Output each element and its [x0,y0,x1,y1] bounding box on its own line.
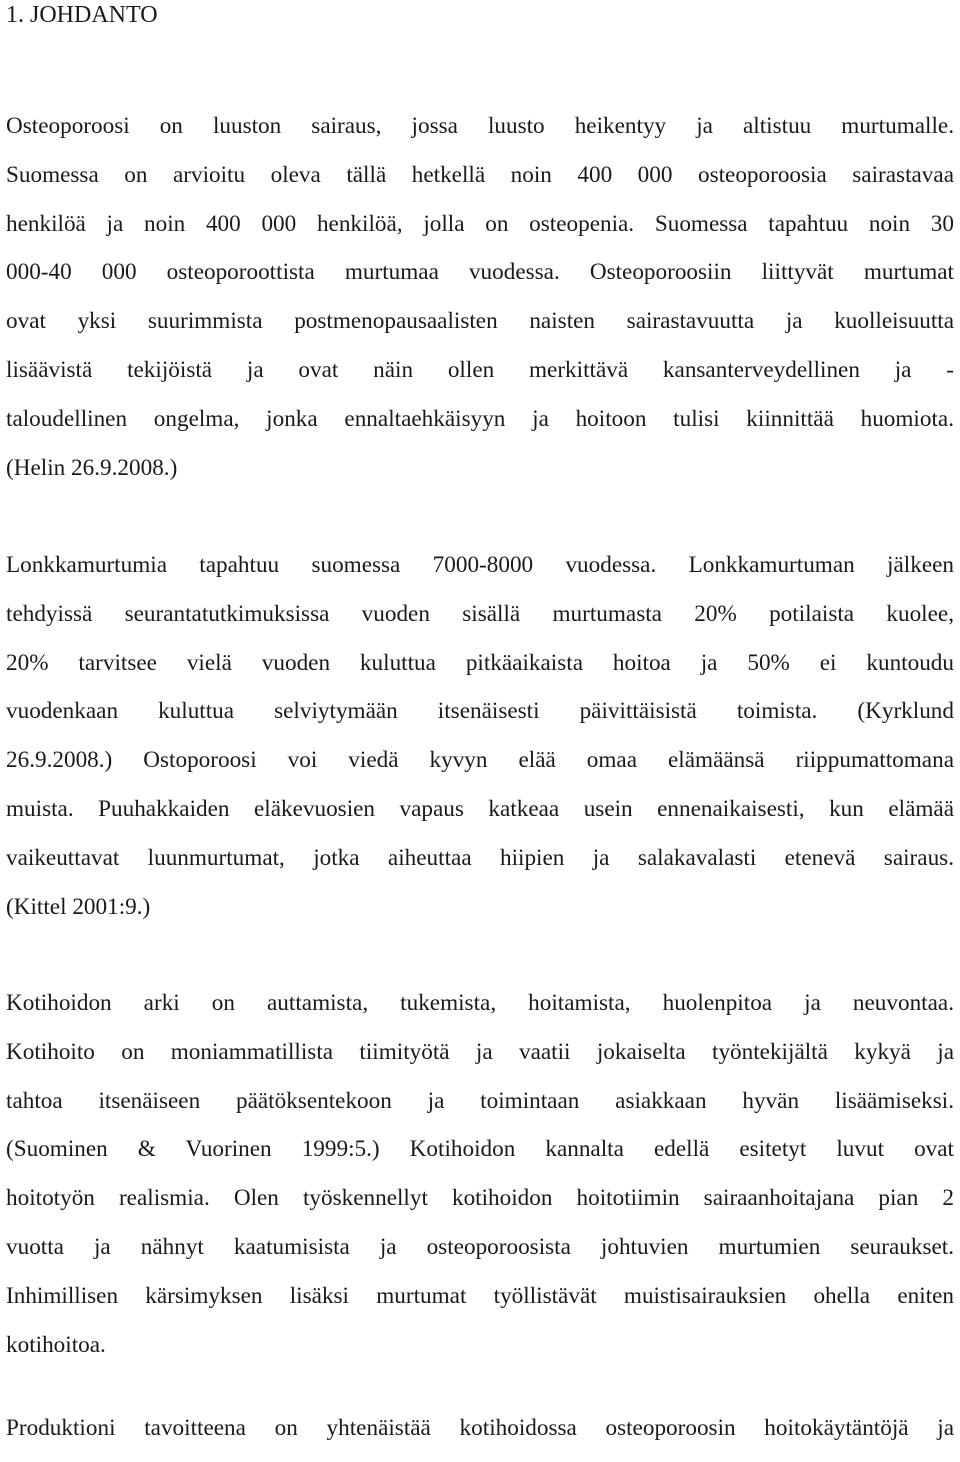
paragraph-line: Produktioni tavoitteena on yhtenäistää kotihoidossa osteoporoosin hoitokäytäntöjä ja [6,1415,954,1441]
paragraph-line: Suomessa on arvioitu oleva tällä hetkellä noin 400 000 osteoporoosia sairastavaa [6,161,954,188]
paragraph-line: 26.9.2008.) Ostoporoosi voi viedä kyvyn elää omaa elämäänsä riippumattomana [6,747,954,774]
paragraph-line: kotihoitoa. [6,1331,106,1358]
paragraph-line: (Helin 26.9.2008.) [6,454,178,481]
paragraph-line: Kotihoidon arki on auttamista, tukemista, hoitamista, huolenpitoa ja neuvontaa. [6,990,954,1016]
paragraph-line: (Kittel 2001:9.) [6,893,151,920]
paragraph-line: lisäävistä tekijöistä ja ovat näin ollen merkittävä kansanterveydellinen ja - [6,356,954,383]
paragraph-line: vaikeuttavat luunmurtumat, jotka aiheuttaa hiipien ja salakavalasti etenevä sairaus. [6,844,954,871]
paragraph-line: Osteoporoosi on luuston sairaus, jossa luusto heikentyy ja altistuu murtumalle. [6,113,954,139]
paragraph-line: Kotihoito on moniammatillista tiimityötä ja vaatii jokaiselta työntekijältä kykyä ja [6,1038,954,1065]
paragraph-line: Lonkkamurtumia tapahtuu suomessa 7000-8000 vuodessa. Lonkkamurtuman jälkeen [6,552,954,578]
paragraph-line: tahtoa itsenäiseen päätöksentekoon ja toimintaan asiakkaan hyvän lisäämiseksi. [6,1087,954,1114]
paragraph-2 [6,550,954,940]
paragraph-line: 000-40 000 osteoporoottista murtumaa vuodessa. Osteoporoosiin liittyvät murtumat [6,259,954,286]
paragraph-line: (Suominen & Vuorinen 1999:5.) Kotihoidon kannalta edellä esitetyt luvut ovat [6,1136,954,1163]
paragraph-line: taloudellinen ongelma, jonka ennaltaehkäisyyn ja hoitoon tulisi kiinnittää huomiota. [6,405,954,432]
paragraph-line: 20% tarvitsee vielä vuoden kuluttua pitkäaikaista hoitoa ja 50% ei kuntoudu [6,649,954,676]
paragraph-line: hoitotyön realismia. Olen työskennellyt kotihoidon hoitotiimin sairaanhoitajana pian 2 [6,1185,954,1212]
paragraph-line: ovat yksi suurimmista postmenopausaalisten naisten sairastavuutta ja kuolleisuutta [6,308,954,335]
paragraph-1 [6,111,954,501]
paragraph-4 [6,1413,954,1462]
paragraph-line: henkilöä ja noin 400 000 henkilöä, jolla on osteopenia. Suomessa tapahtuu noin 30 [6,210,954,237]
paragraph-line: vuodenkaan kuluttua selviytymään itsenäisesti päivittäisistä toimista. (Kyrklund [6,698,954,725]
chapter-heading: 1. JOHDANTO [6,2,158,28]
paragraph-line: Inhimillisen kärsimyksen lisäksi murtumat työllistävät muistisairauksien ohella eniten [6,1282,954,1309]
paragraph-line: vuotta ja nähnyt kaatumisista ja osteoporoosista johtuvien murtumien seuraukset. [6,1233,954,1260]
paragraph-3 [6,988,954,1378]
paragraph-line: muista. Puuhakkaiden eläkevuosien vapaus katkeaa usein ennenaikaisesti, kun elämää [6,795,954,822]
paragraph-line: tehdyissä seurantatutkimuksissa vuoden sisällä murtumasta 20% potilaista kuolee, [6,600,954,627]
